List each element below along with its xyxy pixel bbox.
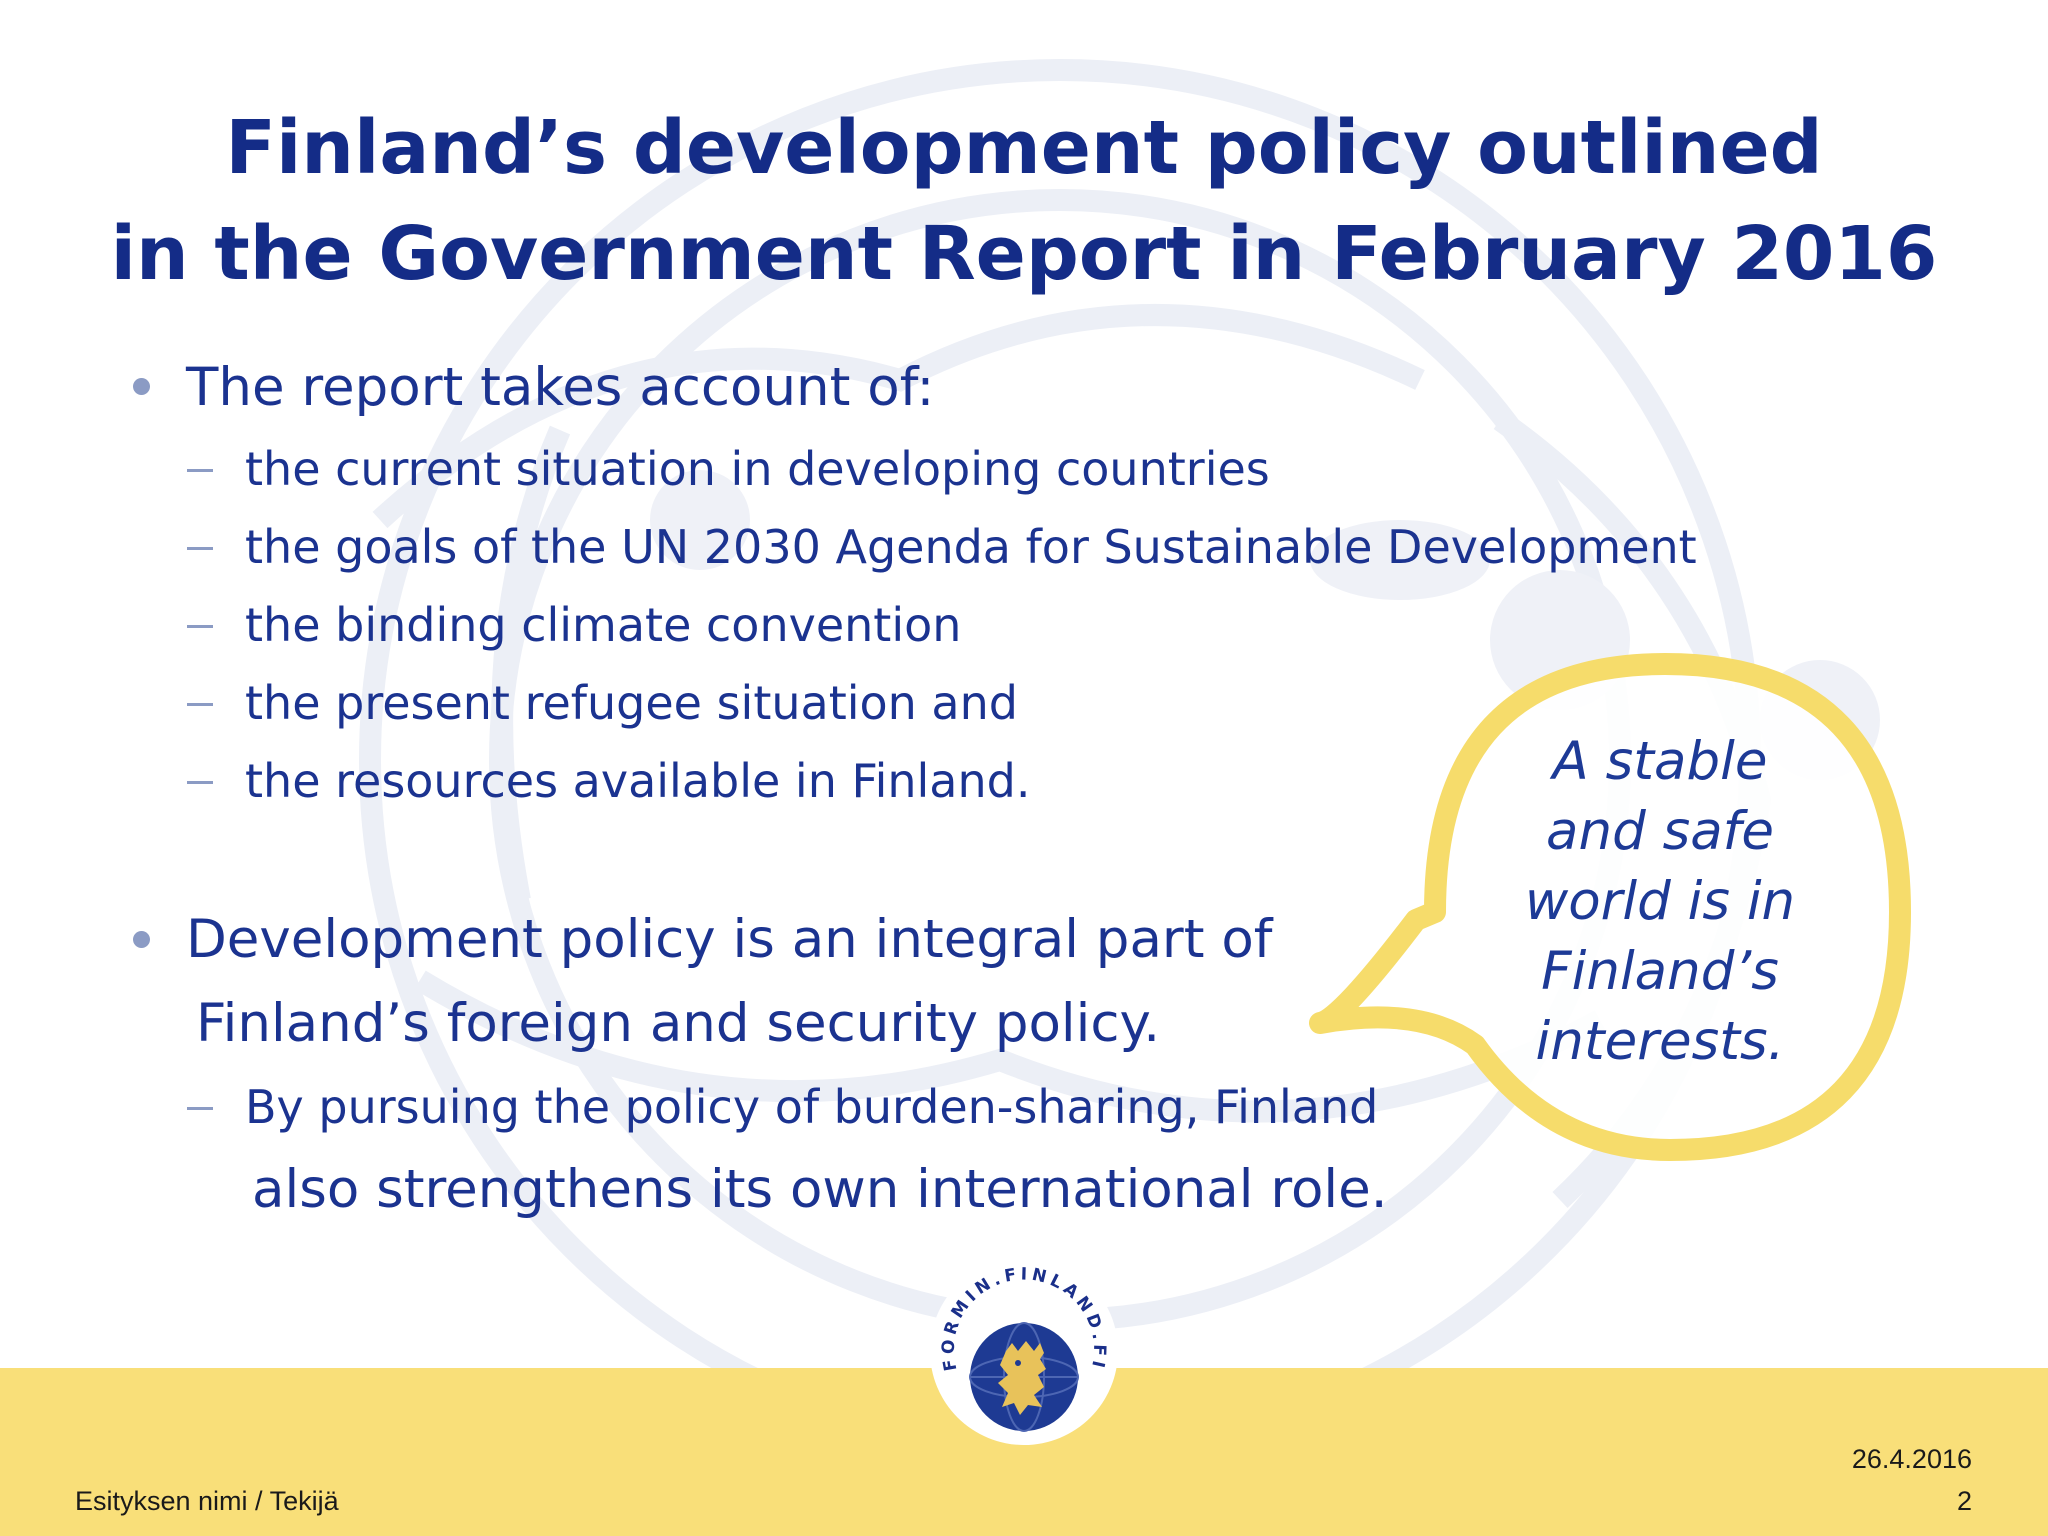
lion-crest-icon (970, 1323, 1078, 1431)
bubble-line-3: world is in (1524, 871, 1796, 932)
speech-bubble-text (1480, 727, 1840, 1077)
bullet-2-line-2: Finland’s foreign and security policy. (196, 993, 1161, 1054)
subitem-1: the current situation in developing countries (245, 442, 1270, 496)
dash-icon (187, 703, 213, 706)
bubble-line-5: interests. (1535, 1011, 1785, 1072)
bullet-dot-icon (133, 378, 150, 395)
dash-icon (187, 781, 213, 784)
slide-date: 26.4.2016 (1851, 1444, 1972, 1474)
bullet-1-text: The report takes account of: (186, 357, 935, 418)
presentation-author: Esityksen nimi / Tekijä (75, 1486, 339, 1516)
title-line-2: in the Government Report in February 2016 (110, 211, 1938, 297)
dash-icon (187, 547, 213, 550)
subitem-2: the goals of the UN 2030 Agenda for Sustainable Development (245, 520, 1697, 574)
subitem-burden-sharing-line-2: also strengthens its own international role. (252, 1159, 1388, 1220)
dash-icon (187, 625, 213, 628)
dash-icon (187, 1107, 213, 1110)
slide-title (0, 95, 2048, 307)
bullet-2-line-1: Development policy is an integral part of (186, 909, 1273, 970)
logo-text: FORMIN.FINLAND.FI (938, 1264, 1110, 1374)
dash-icon (187, 469, 213, 472)
subitem-5: the resources available in Finland. (245, 754, 1031, 808)
bubble-line-2: and safe (1546, 801, 1774, 862)
page-number: 2 (1956, 1486, 1972, 1516)
bubble-line-4: Finland’s (1541, 941, 1779, 1002)
bullet-dot-icon (133, 931, 150, 948)
subitem-burden-sharing-line-1: By pursuing the policy of burden-sharing, Finland (245, 1080, 1379, 1134)
subitem-3: the binding climate convention (245, 598, 962, 652)
bubble-line-1: A stable (1552, 731, 1768, 792)
title-line-1: Finland’s development policy outlined (225, 105, 1823, 191)
subitem-4: the present refugee situation and (245, 676, 1018, 730)
formin-finland-logo (928, 1255, 1120, 1447)
